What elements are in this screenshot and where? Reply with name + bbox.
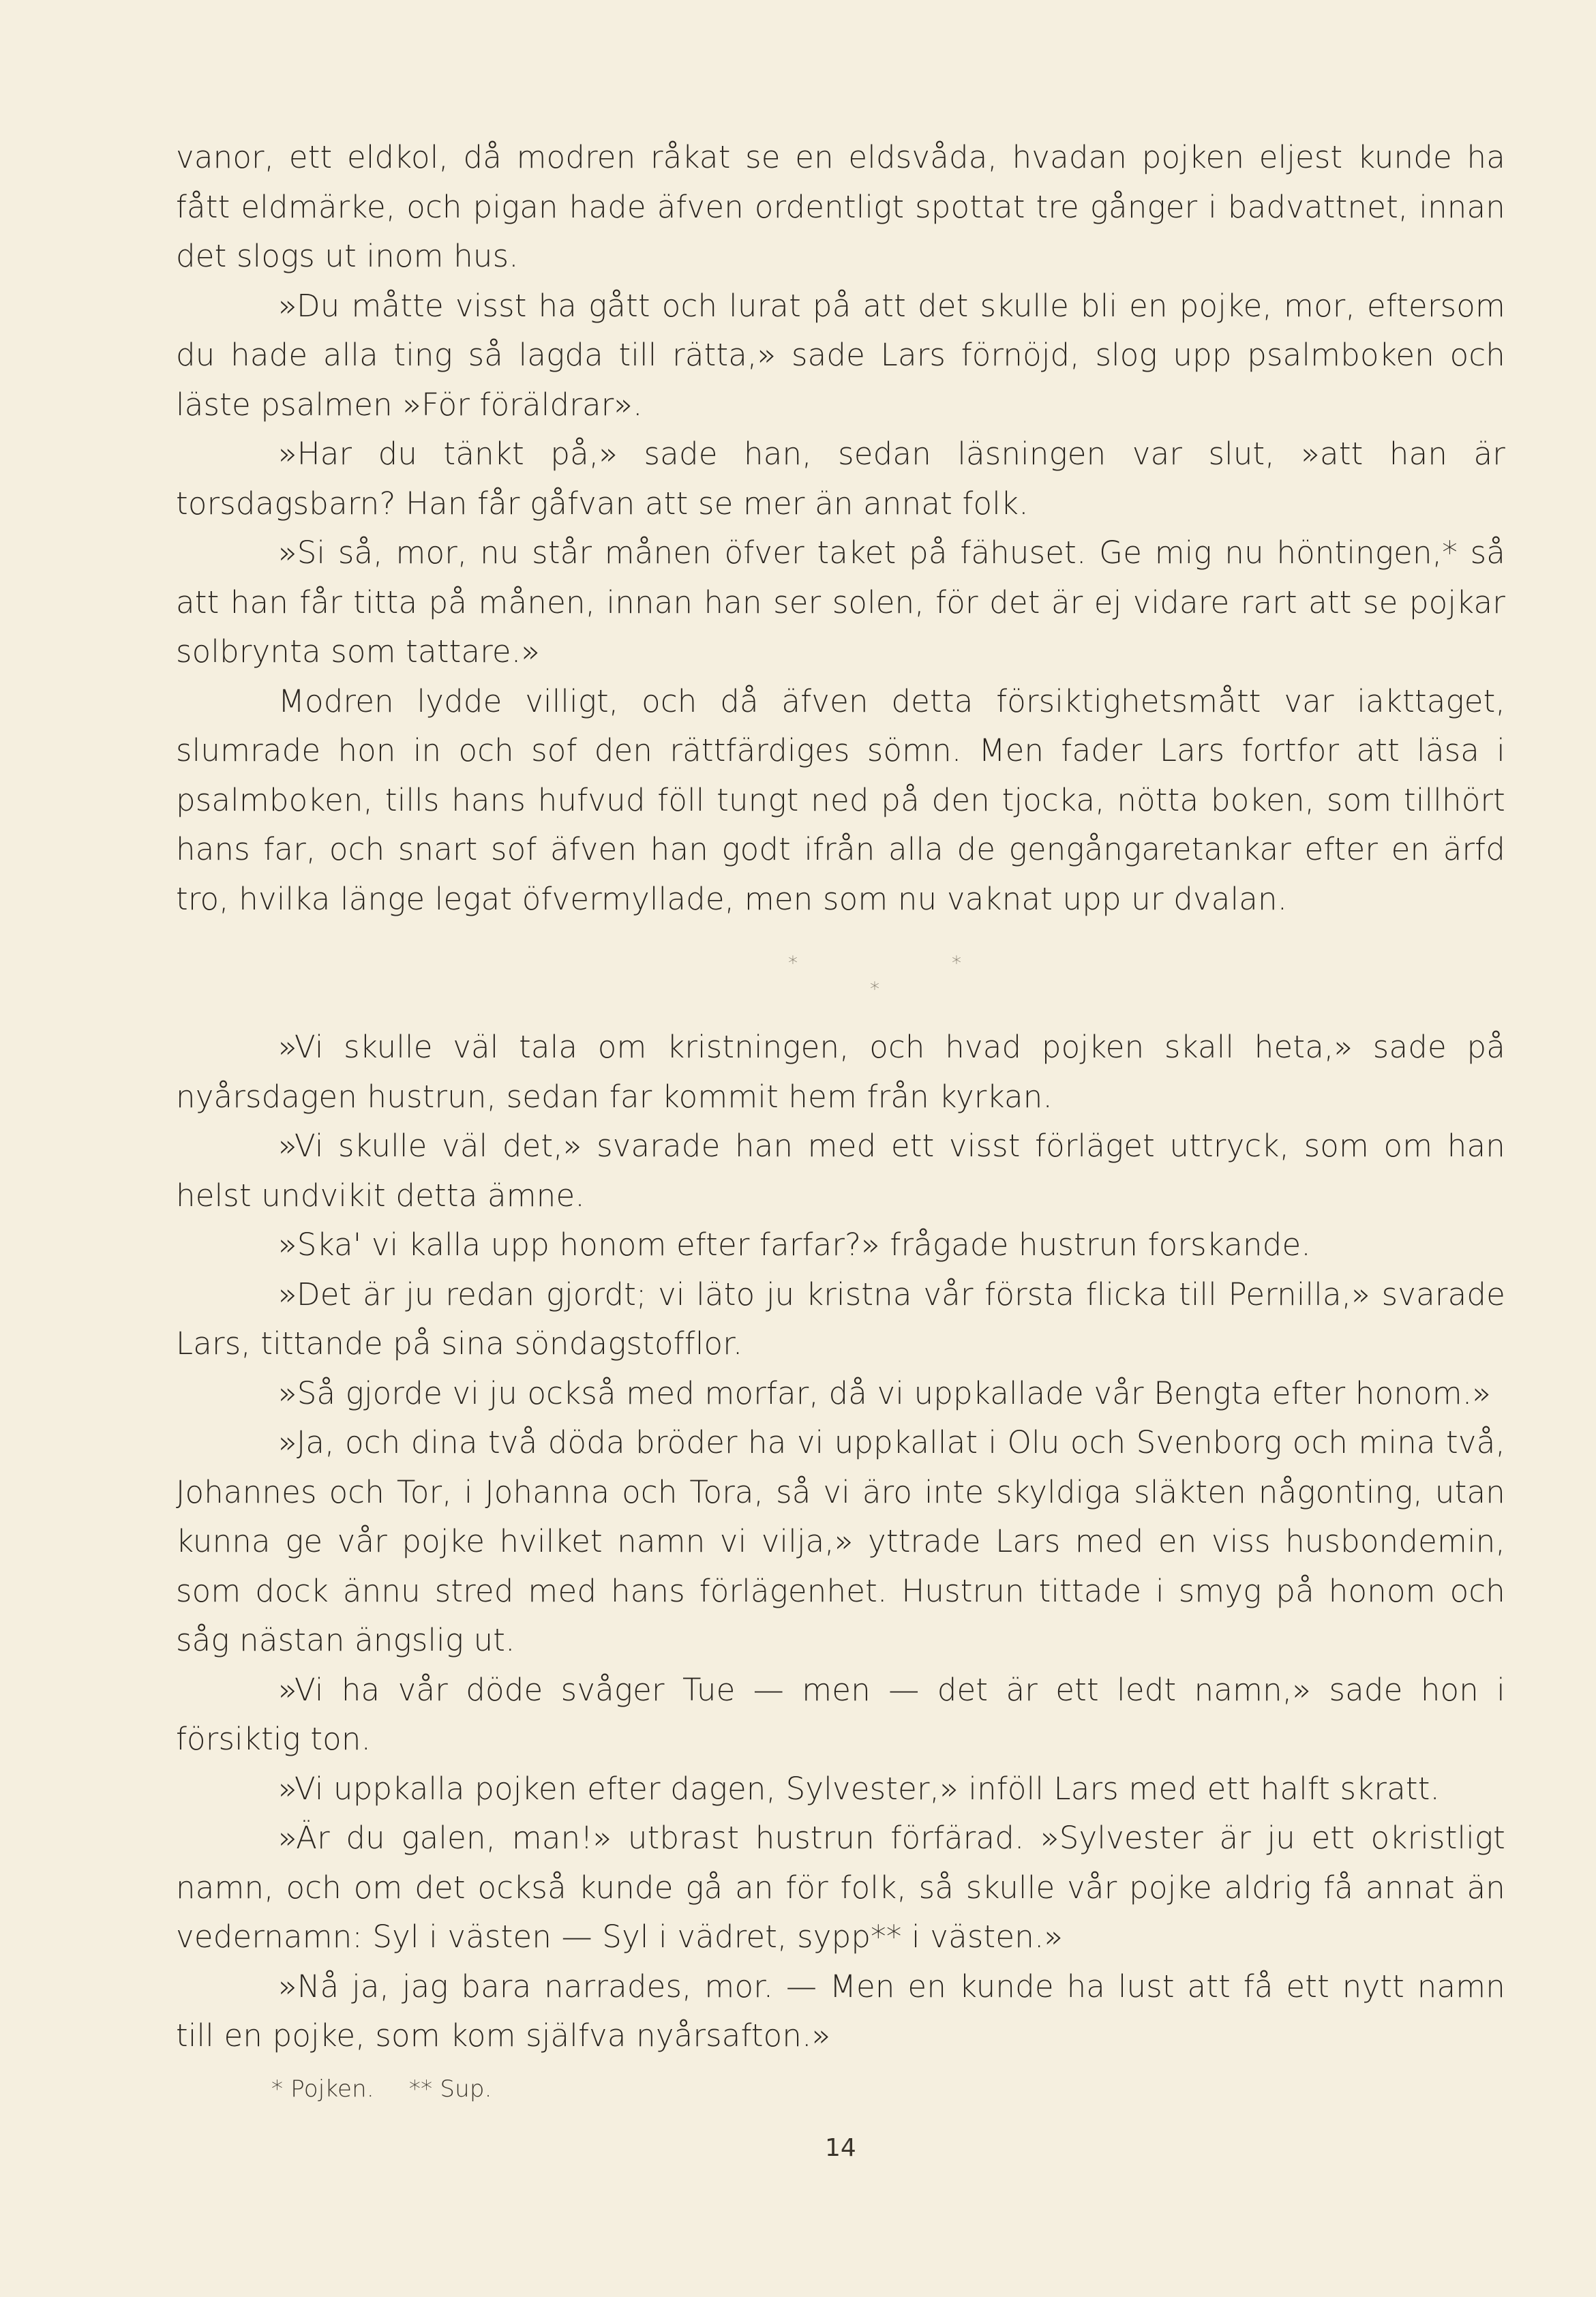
body-text bbox=[176, 133, 1505, 2107]
paragraph: »Så gjorde vi ju också med morfar, då vi uppkallade vår Bengta efter honom.» bbox=[278, 1375, 1492, 1411]
paragraph: »Vi skulle väl tala om kristningen, och hvad pojken skall heta,» sade på nyårsdagen hustrun, sedan far kommit hem från kyrkan. bbox=[176, 1029, 1505, 1115]
paragraph: »Är du galen, man!» utbrast hustrun förfärad. »Sylvester är ju ett okristligt namn, och om det också kunde gå an för folk, så skulle vår pojke aldrig få annat än vedernamn: Syl i västen — Syl i vädret, sypp** i västen.» bbox=[176, 1820, 1505, 1955]
paragraph: »Ska' vi kalla upp honom efter farfar?» frågade hustrun forskande. bbox=[278, 1227, 1311, 1263]
paragraph: »Si så, mor, nu står månen öfver taket på fähuset. Ge mig nu höntingen,* så att han får titta på månen, innan han ser solen, för det är ej vidare rart att se pojkar solbrynta som tattare.» bbox=[176, 535, 1505, 670]
paragraph: vanor, ett eldkol, då modren råkat se en eldsvåda, hvadan pojken eljest kunde ha fått eldmärke, och pigan hade äfven ordentligt spottat tre gånger i badvattnet, innan det slogs ut inom hus. bbox=[176, 139, 1505, 274]
paragraph: »Vi uppkalla pojken efter dagen, Sylvester,» inföll Lars med ett halft skratt. bbox=[278, 1770, 1441, 1807]
scene-break-star: * bbox=[870, 978, 880, 1000]
paragraph: »Det är ju redan gjordt; vi läto ju kristna vår första flicka till Pernilla,» svarade Lars, tittande på sina söndagstofflor. bbox=[176, 1276, 1505, 1362]
footnote: ** Sup. bbox=[408, 2075, 492, 2103]
paragraph: »Du måtte visst ha gått och lurat på att det skulle bli en pojke, mor, eftersom du hade alla ting så lagda till rätta,» sade Lars förnöjd, slog upp psalmboken och läste psalmen »För föräldrar». bbox=[176, 287, 1505, 423]
paragraph: »Nå ja, jag bara narrades, mor. — Men en kunde ha lust att få ett nytt namn till en pojke, som kom själfva nyårsafton.» bbox=[176, 1968, 1505, 2054]
paragraph: »Har du tänkt på,» sade han, sedan läsningen var slut, »att han är torsdagsbarn? Han får gåfvan att se mer än annat folk. bbox=[176, 436, 1505, 522]
scene-break-star: * bbox=[788, 952, 798, 974]
paragraph: »Ja, och dina två döda bröder ha vi uppkallat i Olu och Svenborg och mina två, Johannes och Tor, i Johanna och Tora, så vi äro inte skyldiga släkten någonting, utan kunna ge vår pojke hvilket namn vi vilja,» yttrade Lars med en viss husbondemin, som dock ännu stred med hans förlägenhet. Hustrun tittade i smyg på honom och såg nästan ängslig ut. bbox=[176, 1424, 1505, 1658]
footnotes bbox=[176, 2071, 1505, 2107]
paragraph: »Vi ha vår döde svåger Tue — men — det är ett ledt namn,» sade hon i försiktig ton. bbox=[176, 1671, 1505, 1757]
footnote: * Pojken. bbox=[271, 2075, 374, 2103]
scene-break bbox=[176, 924, 1505, 1023]
scene-break-star: * bbox=[952, 952, 962, 974]
paragraph: Modren lydde villigt, och då äfven detta försiktighetsmått var iakttaget, slumrade hon in och sof den rättfärdiges sömn. Men fader Lars fortfor att läsa i psalmboken, tills hans hufvud föll tungt ned på den tjocka, nötta boken, som tillhört hans far, och snart sof äfven han godt ifrån alla de gengångaretankar efter en ärfd tro, hvilka länge legat öfvermyllade, men som nu vaknat upp ur dvalan. bbox=[176, 682, 1505, 917]
page-number: 14 bbox=[825, 2134, 856, 2162]
paragraph: »Vi skulle väl det,» svarade han med ett visst förläget uttryck, som om han helst undvikit detta ämne. bbox=[176, 1128, 1505, 1214]
